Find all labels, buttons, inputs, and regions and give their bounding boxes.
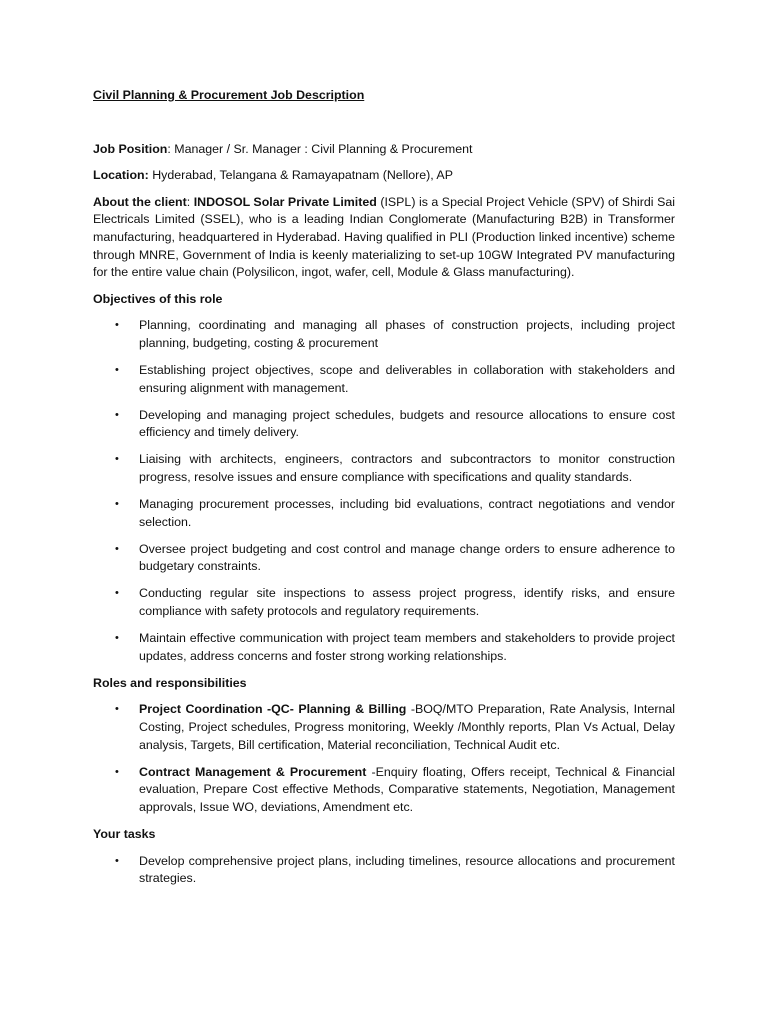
bullet-icon: • [115,765,119,778]
objective-item [93,496,675,531]
location-label: Location: [93,168,149,183]
objectives-list [93,317,675,665]
role-item [93,701,675,754]
tasks-list [93,853,675,888]
objective-text: Managing procurement processes, including bid evaluations, contract negotiations and vendor selection. [139,497,675,529]
role-title: Project Coordination -QC- Planning & Billing [139,702,407,717]
client-company-name: INDOSOL Solar Private Limited [193,194,377,209]
objective-text: Establishing project objectives, scope and deliverables in collaboration with stakeholders and ensuring alignment with management. [139,363,675,395]
objective-text: Oversee project budgeting and cost control and manage change orders to ensure adherence to budgetary constraints. [139,541,675,574]
about-client-label: About the client [93,194,187,209]
task-text: Develop comprehensive project plans, including timelines, resource allocations and procurement strategies. [139,853,675,886]
objective-item [93,317,675,352]
objective-item [93,451,675,486]
bullet-icon: • [115,587,119,600]
document-title: Civil Planning & Procurement Job Description [93,88,365,102]
bullet-icon: • [115,854,119,867]
roles-list [93,701,675,816]
objective-item [93,585,675,620]
bullet-icon: • [115,364,119,377]
objective-item [93,362,675,397]
bullet-icon: • [115,632,119,645]
objective-item [93,407,675,442]
role-text: -BOQ/MTO Preparation, Rate Analysis, Internal Costing, Project schedules, Progress monitoring, Weekly /Monthly reports, Plan Vs Actual, Delay analysis, Targets, Bill certification, Material reconciliation, Technical Audit etc. [139,702,676,752]
objective-text: Conducting regular site inspections to assess project progress, identify risks, and ensure compliance with safety protocols and regulatory requirements. [139,586,675,619]
location-value: Hyderabad, Telangana & Ramayapatnam (Nellore), AP [148,168,453,183]
bullet-icon: • [115,453,119,466]
bullet-icon: • [115,703,119,716]
about-client-separator: : [186,194,194,209]
about-client-text: (ISPL) is a Special Project Vehicle (SPV) of Shirdi Sai Electricals Limited (SSEL), who is a leading Indian Conglomerate (Manufacturing B2B) in Transformer manufacturing, headquartered in Hyderabad. Having qualified in PLI (Production linked incentive) scheme through MNRE, Government of India is keenly materializing to set-up 10GW Integrated PV manufacturing for the entire value chain (Polysilicon, ingot, wafer, cell, Module & Glass manufacturing). [93,194,675,280]
job-position-label: Job Position [93,141,168,156]
document-body [93,87,675,897]
job-position-value: Manager / Sr. Manager : Civil Planning & Procurement [170,141,473,156]
objective-text: Maintain effective communication with project team members and stakeholders to provide project updates, address concerns and foster strong working relationships. [139,631,675,663]
roles-heading: Roles and responsibilities [93,675,247,690]
objective-item [93,541,675,576]
objective-item [93,630,675,665]
location-line [93,167,675,185]
bullet-icon: • [115,408,119,421]
tasks-heading: Your tasks [93,827,156,841]
objective-text: Planning, coordinating and managing all phases of construction projects, including project planning, budgeting, costing & procurement [139,318,675,350]
bullet-icon: • [115,319,119,332]
objective-text: Developing and managing project schedules, budgets and resource allocations to ensure cost efficiency and timely delivery. [139,407,675,440]
bullet-icon: • [115,498,119,511]
job-position-line [93,141,675,159]
role-text: -Enquiry floating, Offers receipt, Technical & Financial evaluation, Prepare Cost effective Methods, Comparative statements, Negotiation, Management approvals, Issue WO, deviations, Amendment etc. [139,764,676,814]
role-item [93,764,675,817]
objective-text: Liaising with architects, engineers, contractors and subcontractors to monitor construction progress, resolve issues and ensure compliance with specifications and quality standards. [139,452,675,484]
bullet-icon: • [115,542,119,555]
role-title: Contract Management & Procurement [139,764,367,779]
task-item [93,853,675,888]
objectives-heading: Objectives of this role [93,291,223,306]
job-position-separator: : [167,141,171,156]
about-client-paragraph [93,194,675,282]
